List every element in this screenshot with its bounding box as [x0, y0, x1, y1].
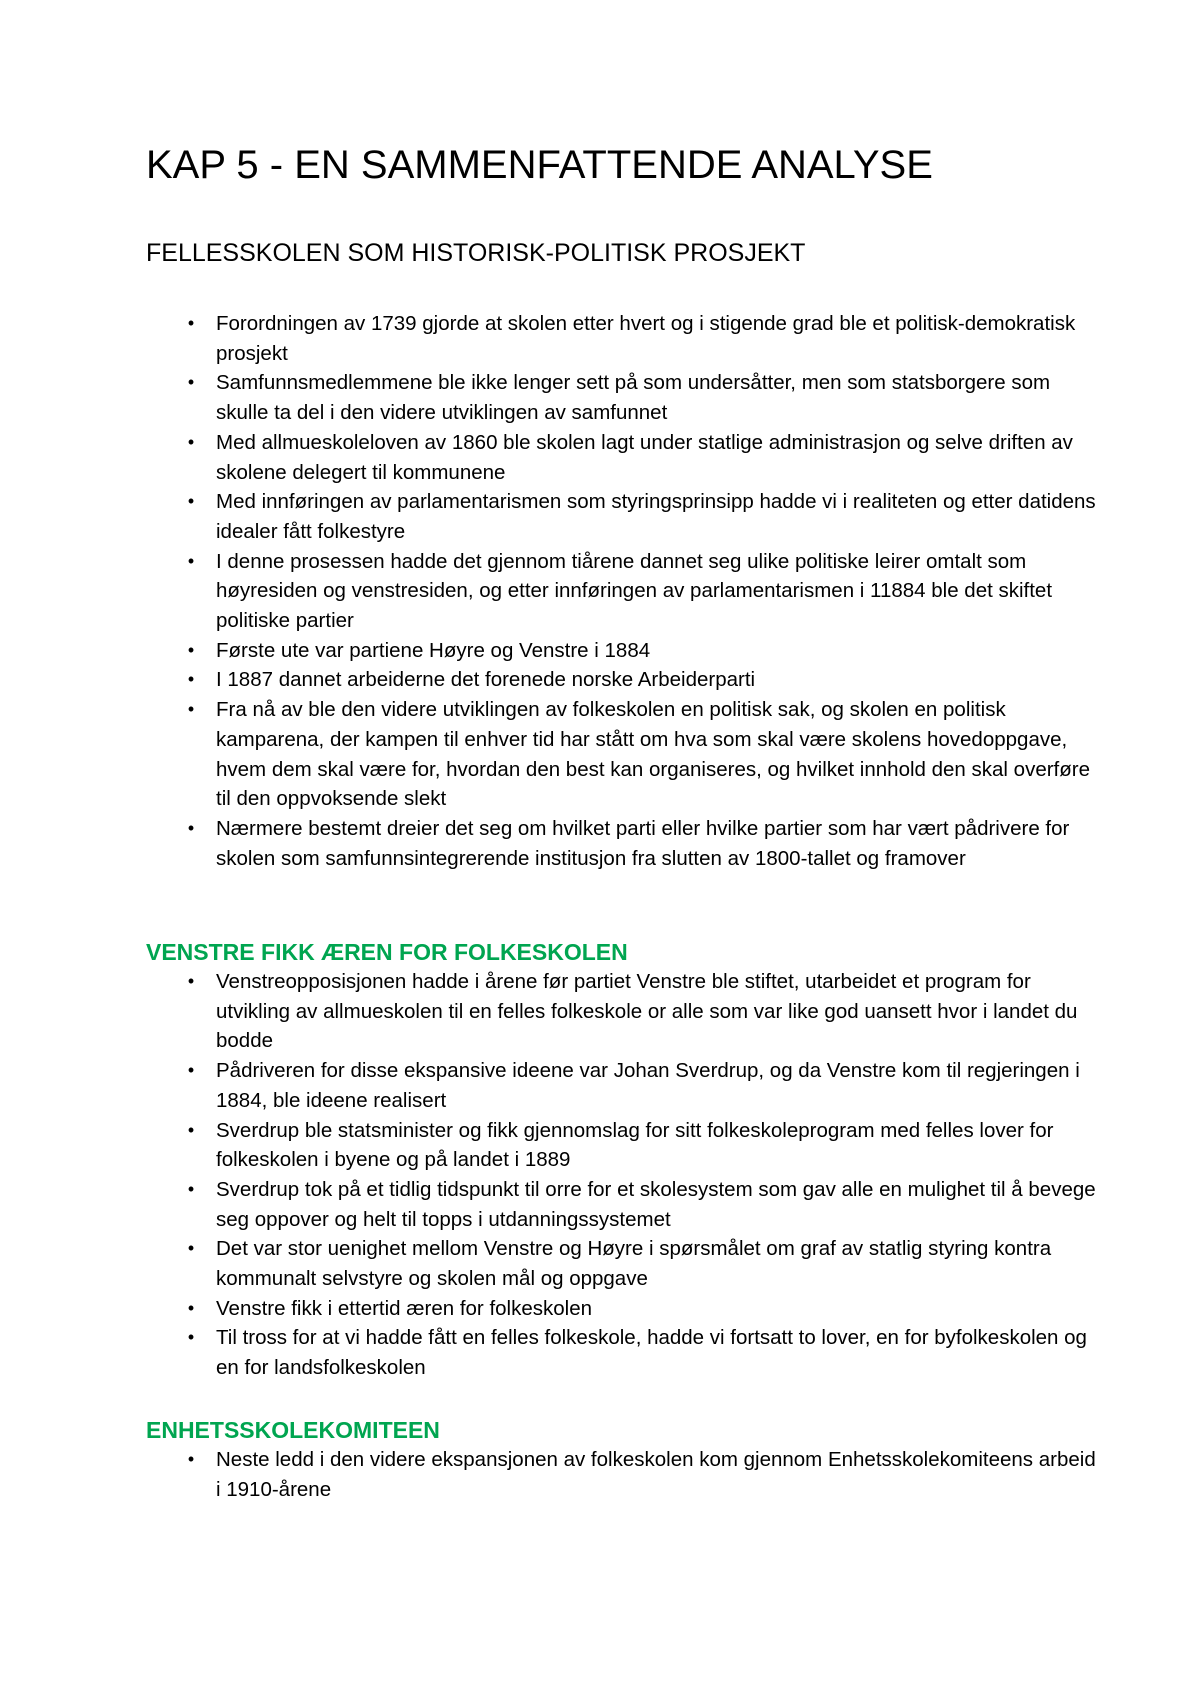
list-item-text: Samfunnsmedlemmene ble ikke lenger sett på som undersåtter, men som statsborgere som skulle ta del i den videre utviklingen av samfunnet [216, 371, 1051, 425]
list-item-text: Venstreopposisjonen hadde i årene før partiet Venstre ble stiftet, utarbeidet et program for utvikling av allmueskolen til en felles folkeskole or alle som var like god uansett hvor i landet du bodde [216, 970, 1078, 1053]
list-item [187, 368, 1096, 427]
document-title: KAP 5 - EN SAMMENFATTENDE ANALYSE [146, 143, 933, 187]
list-item-text: Sverdrup ble statsminister og fikk gjennomslag for sitt folkeskoleprogram med felles lover for folkeskolen i byene og på landet i 1889 [216, 1118, 1054, 1172]
bullet-icon: • [187, 699, 195, 720]
bullet-list-fellesskolen [187, 309, 1096, 873]
bullet-icon: • [187, 1327, 195, 1348]
list-item-text: Pådriveren for disse ekspansive ideene var Johan Sverdrup, og da Venstre kom til regjeringen i 1884, ble ideene realisert [216, 1059, 1080, 1112]
bullet-icon: • [187, 550, 195, 571]
bullet-icon: • [187, 1119, 195, 1140]
bullet-icon: • [187, 1297, 195, 1318]
bullet-icon: • [187, 313, 195, 333]
list-item-text: Med allmueskoleloven av 1860 ble skolen lagt under statlige administrasjon og selve driften av skolene delegert til kommunene [216, 430, 1073, 484]
section-heading-enhetsskolekomiteen: ENHETSSKOLEKOMITEEN [146, 1417, 440, 1443]
list-item [187, 967, 1096, 1056]
list-item [187, 665, 1096, 695]
list-item-text: I denne prosessen hadde det gjennom tiårene dannet seg ulike politiske leirer omtalt som høyresiden og venstresiden, og etter innføringen av parlamentarismen i 11884 ble det skiftet politiske partier [216, 549, 1053, 633]
bullet-list-enhetsskolekomiteen [187, 1445, 1096, 1504]
list-item [187, 1056, 1096, 1115]
list-item-text: Forordningen av 1739 gjorde at skolen etter hvert og i stigende grad ble et politisk-demokratisk prosjekt [216, 312, 1076, 365]
list-item [187, 1323, 1096, 1382]
list-item-text: Sverdrup tok på et tidlig tidspunkt til orre for et skolesystem som gav alle en mulighet til å bevege seg oppover og helt til topps i utdanningssystemet [216, 1177, 1096, 1231]
list-item-text: Til tross for at vi hadde fått en felles folkeskole, hadde vi fortsatt to lover, en for byfolkeskolen og en for landsfolkeskolen [216, 1326, 1087, 1380]
list-item-text: Venstre fikk i ettertid æren for folkeskolen [216, 1296, 593, 1320]
list-item-text: Nærmere bestemt dreier det seg om hvilket parti eller hvilke partier som har vært pådrivere for skolen som samfunnsintegrerende institusjon fra slutten av 1800-tallet og framover [216, 816, 1070, 870]
bullet-list-venstre [187, 967, 1096, 1383]
list-item [187, 1294, 1096, 1324]
list-item-text: Med innføringen av parlamentarismen som styringsprinsipp hadde vi i realiteten og etter datidens idealer fått folkestyre [216, 490, 1096, 543]
bullet-icon: • [187, 372, 195, 393]
list-item-text: I 1887 dannet arbeiderne det forenede norske Arbeiderparti [216, 668, 756, 692]
section-heading-venstre: VENSTRE FIKK ÆREN FOR FOLKESKOLEN [146, 939, 628, 965]
list-item [187, 814, 1096, 873]
list-item [187, 1175, 1096, 1234]
list-item [187, 547, 1096, 636]
list-item [187, 428, 1096, 487]
section-heading-fellesskolen: FELLESSKOLEN SOM HISTORISK-POLITISK PROSJEKT [146, 239, 806, 267]
list-item [187, 1445, 1096, 1504]
bullet-icon: • [187, 639, 195, 660]
list-item-text: Fra nå av ble den videre utviklingen av folkeskolen en politisk sak, og skolen en politisk kamparena, der kampen til enhver tid har stått om hva som skal være skolens hovedoppgave, hvem dem skal være for, hvordan den best kan organiseres, og hvilket innhold den skal overføre til den oppvoksende slekt [216, 698, 1090, 811]
bullet-icon: • [187, 971, 195, 991]
bullet-icon: • [187, 669, 195, 690]
list-item [187, 487, 1096, 546]
list-item-text: Neste ledd i den videre ekspansjonen av folkeskolen kom gjennom Enhetsskolekomiteens arbeid i 1910-årene [216, 1448, 1096, 1501]
bullet-icon: • [187, 491, 195, 512]
list-item [187, 1234, 1096, 1293]
list-item-text: Første ute var partiene Høyre og Venstre i 1884 [216, 638, 651, 662]
list-item [187, 1116, 1096, 1175]
bullet-icon: • [187, 1178, 195, 1199]
list-item [187, 636, 1096, 666]
bullet-icon: • [187, 817, 195, 838]
bullet-icon: • [187, 431, 195, 452]
list-item-text: Det var stor uenighet mellom Venstre og Høyre i spørsmålet om graf av statlig styring kontra kommunalt selvstyre og skolen mål og oppgave [216, 1237, 1052, 1291]
bullet-icon: • [187, 1238, 195, 1259]
list-item [187, 309, 1096, 368]
list-item [187, 695, 1096, 814]
bullet-icon: • [187, 1449, 195, 1469]
bullet-icon: • [187, 1060, 195, 1081]
